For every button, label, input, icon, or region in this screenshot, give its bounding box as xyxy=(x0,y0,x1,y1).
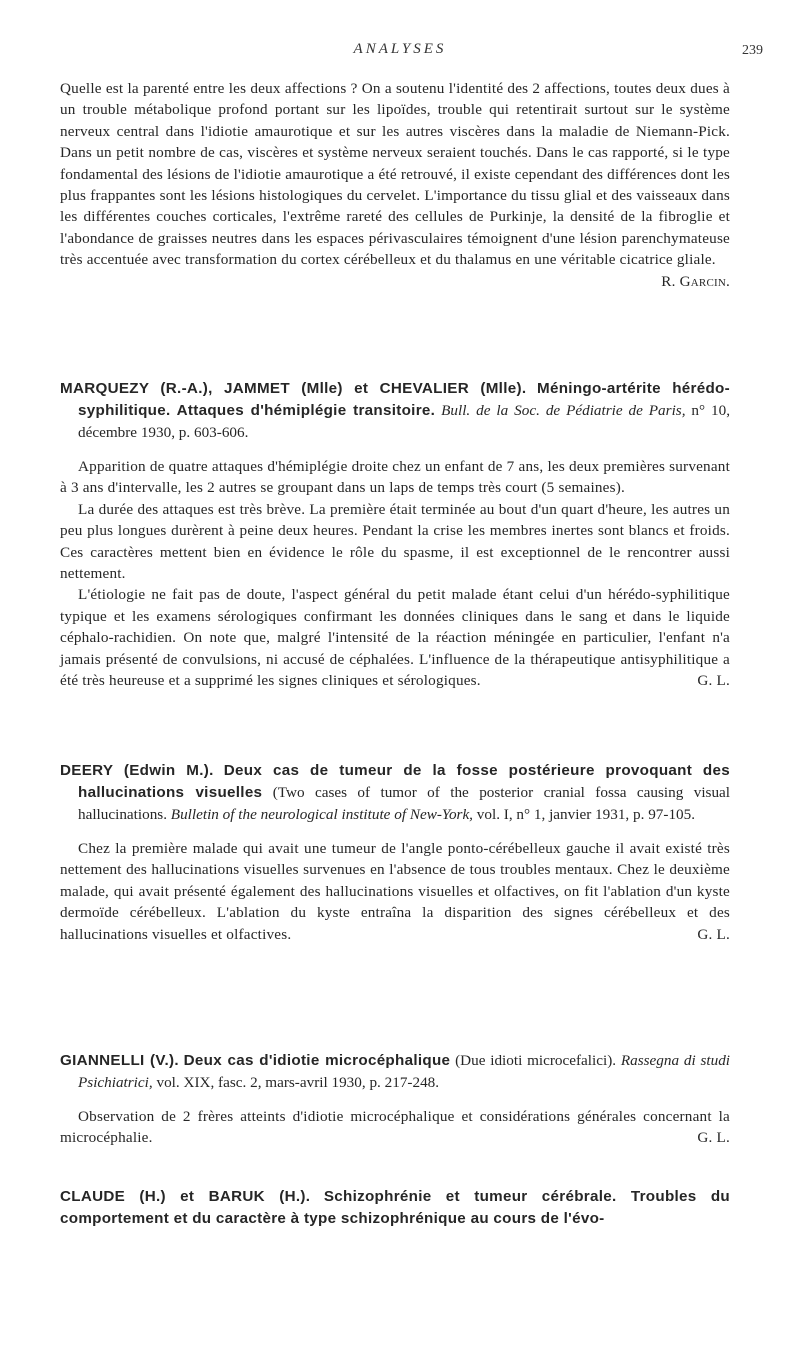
review-deery xyxy=(60,760,730,945)
review-paragraph: La durée des attaques est très brève. La première était terminée au bout d'un quart d'heure, les autres un peu plus longues durèrent à peine deux heures. Pendant la crise les membres inertes sont blancs et froids. Ces caractères mettent bien en évidence le rôle du spasme, il est exceptionnel de le rencontrer aussi nettement. xyxy=(60,500,730,583)
review-paragraph: L'étiologie ne fait pas de doute, l'aspect général du petit malade étant celui d'un hérédo-syphilitique typique et les examens sérologiques confirmant les données cliniques dans le sang et dans le liquide céphalo-rachidien. On note que, malgré l'intensité de la réaction méningée en particulier, l'enfant n'a jamais présenté de convulsions, ni accusé de céphalées. L'influence de la thérapeutique antisyphilitique a été très heureuse et a supprimé les signes cliniques et sérologiques. G. L. xyxy=(60,584,730,691)
review-claude xyxy=(60,1186,730,1230)
review-paragraph: Chez la première malade qui avait une tumeur de l'angle ponto-cérébelleux gauche il avait existé très nettement des hallucinations visuelles survenues en l'absence de tous troubles mentaux. Chez le deuxième malade, qui avait présenté également des hallucinations visuelles et olfactives, on fit l'ablation d'un kyste dermoïde cérébelleux. L'ablation du kyste entraîna la disparition des signes cérébelleux et des hallucinations visuelles et olfactives. G. L. xyxy=(60,838,730,945)
review-heading: DEERY (Edwin M.). Deux cas de tumeur de la fosse postérieure provoquant des hallucinations visuelles (Two cases of tumor of the posterior cranial fossa causing visual hallucinations. Bulletin of the neurological institute of New-York, vol. I, n° 1, janvier 1931, p. 97-105. xyxy=(60,762,731,823)
review-heading: MARQUEZY (R.-A.), JAMMET (Mlle) et CHEVALIER (Mlle). Méningo-artérite hérédo-syphilitique. Attaques d'hémiplégie transitoire. Bull. de la Soc. de Pédiatrie de Paris, n° 10, décembre 1930, p. 603-606. xyxy=(60,380,731,441)
review-heading: CLAUDE (H.) et BARUK (H.). Schizophrénie et tumeur cérébrale. Troubles du comportement et du caractère à type schizophrénique au cours de l'évo- xyxy=(60,1188,730,1227)
review-signature: R. Garcin. xyxy=(661,272,730,290)
review-continued xyxy=(60,78,730,292)
review-paragraph: Apparition de quatre attaques d'hémiplégie droite chez un enfant de 7 ans, les deux premières survenant à 3 ans d'intervalle, les 2 autres se groupant dans un laps de temps très court (5 semaines). xyxy=(60,458,730,497)
review-signature: G. L. xyxy=(697,925,730,943)
review-paragraph: Observation de 2 frères atteints d'idiotie microcéphalique et considérations générales concernant la microcéphalie. G. L. xyxy=(60,1106,730,1149)
page-number: 239 xyxy=(742,43,763,58)
running-header: ANALYSES xyxy=(353,41,447,57)
review-heading: GIANNELLI (V.). Deux cas d'idiotie microcéphalique (Due idioti microcefalici). Rassegna di studi Psichiatrici, vol. XIX, fasc. 2, mars-avril 1930, p. 217-248. xyxy=(60,1052,731,1091)
review-continued-body: Quelle est la parenté entre les deux affections ? On a soutenu l'identité des 2 affections, toutes deux dues à un trouble métabolique profond portant sur les lipoïdes, trouble qui retentirait surtout sur le système nerveux central dans l'idiotie amaurotique et sur les autres viscères dans la maladie de Niemann-Pick. Dans un petit nombre de cas, viscères et système nerveux seraient touchés. Dans le cas rapporté, si le type fondamental des lésions de l'idiotie amaurotique a été retrouvé, il existe cependant des différences dont les plus frappantes sont les lésions histologiques du cervelet. L'importance du tissu glial et des vaisseaux dans les différentes couches corticales, l'extrême rareté des cellules de Purkinje, la densité de la fibroglie et l'abondance de graisses neutres dans les espaces périvasculaires témoignent d'une lésion parenchymateuse très accentuée avec transformation du cortex cérébelleux et du thalamus en une véritable cicatrice gliale. R. Garcin. xyxy=(60,78,730,271)
review-signature: G. L. xyxy=(697,1129,730,1147)
review-marquezy xyxy=(60,378,730,691)
review-giannelli xyxy=(60,1050,730,1149)
review-signature: G. L. xyxy=(697,672,730,690)
